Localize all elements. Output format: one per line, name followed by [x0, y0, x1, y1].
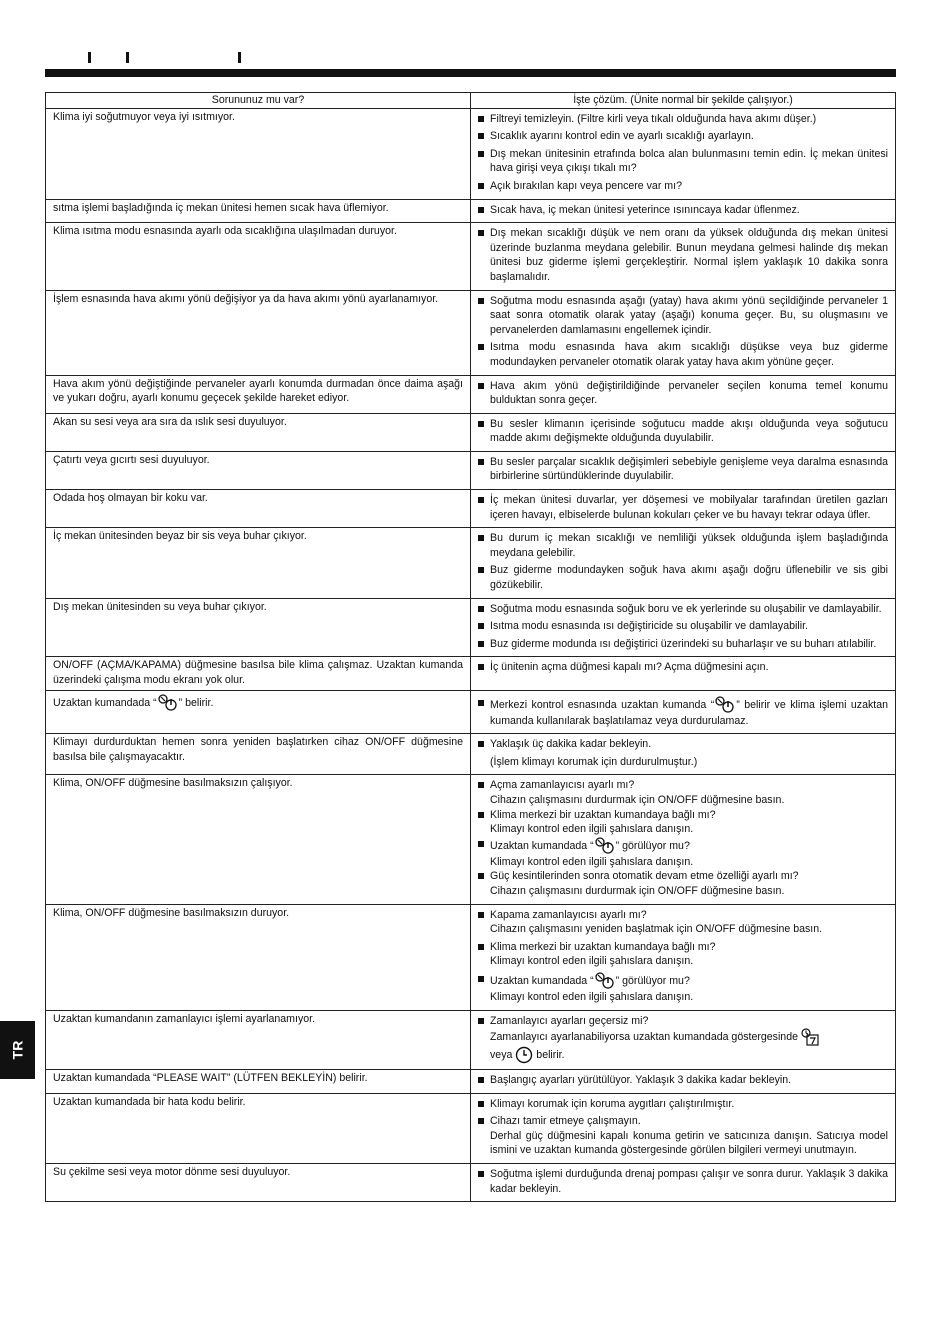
solution-item [476, 972, 888, 1005]
solution-question-post: ” görülüyor mu? [615, 974, 690, 987]
table-header-row [46, 93, 896, 109]
table-row [46, 1164, 896, 1202]
solution-detail: Derhal güç düğmesini kapalı konuma getirin ve satıcınıza danışın. Satıcıya model ismini ve uzaktan kumanda göstergesinde görülen bilgileri vermeyi unutmayın. [490, 1129, 888, 1157]
table-row [46, 1070, 896, 1094]
solution-question: Zamanlayıcı ayarları geçersiz mi? [490, 1014, 649, 1027]
solution-item: Soğutma işlemi durduğunda drenaj pompası çalışır ve sonra durur. Yaklaşık 3 dakika kadar bekleyin. [476, 1167, 888, 1196]
solution-question: Güç kesintilerinden sonra otomatik devam etme özelliği ayarlı mı? [490, 870, 799, 883]
solution-question: Kapama zamanlayıcısı ayarlı mı? [490, 908, 647, 921]
solution-item [476, 778, 888, 807]
solution-text-pre: Merkezi kontrol esnasında uzaktan kumanda “ [490, 698, 715, 711]
table-row [46, 490, 896, 528]
troubleshooting-table [45, 92, 896, 1202]
solution-detail: Klimayı kontrol eden ilgili şahıslara danışın. [490, 855, 694, 868]
solution-detail-mid: veya [490, 1048, 513, 1061]
solution-question: Cihazı tamir etmeye çalışmayın. [490, 1115, 641, 1128]
solution-item: Yaklaşık üç dakika kadar bekleyin. [476, 737, 888, 752]
solution-item [476, 1014, 888, 1065]
table-row [46, 223, 896, 290]
solution-cell [471, 690, 896, 734]
solution-cell [471, 1070, 896, 1094]
solution-question: Açma zamanlayıcısı ayarlı mı? [490, 779, 635, 792]
solution-item: Isıtma modu esnasında ısı değiştiricide su oluşabilir ve damlayabilir. [476, 619, 888, 634]
header-rule [45, 69, 896, 77]
problem-cell: Uzaktan kumandada bir hata kodu belirir. [46, 1093, 471, 1163]
solution-cell [471, 451, 896, 489]
central-control-icon [157, 694, 179, 712]
table-row [46, 690, 896, 734]
solution-item: Sıcaklık ayarını kontrol edin ve ayarlı sıcaklığı ayarlayın. [476, 129, 888, 144]
solution-cell [471, 734, 896, 775]
problem-cell: Klimayı durdurduktan hemen sonra yeniden başlatırken cihaz ON/OFF düğmesine basılsa bile çalışmayacaktır. [46, 734, 471, 775]
solution-item: Buz giderme modunda ısı değiştirici üzerindeki su buharlaşır ve su buharı atılabilir. [476, 637, 888, 652]
solution-cell [471, 290, 896, 375]
problem-cell: Uzaktan kumandada “PLEASE WAIT” (LÜTFEN BEKLEYİN) belirir. [46, 1070, 471, 1094]
problem-cell: Klima iyi soğutmuyor veya iyi ısıtmıyor. [46, 108, 471, 199]
solution-detail: Cihazın çalışmasını durdurmak için ON/OFF düğmesine basın. [490, 793, 785, 806]
table-row [46, 1093, 896, 1163]
solution-item [476, 940, 888, 969]
solution-cell [471, 413, 896, 451]
solution-item: Sıcak hava, iç mekan ünitesi yeterince ısınıncaya kadar üflenmez. [476, 203, 888, 218]
solution-cell [471, 1164, 896, 1202]
problem-cell [46, 690, 471, 734]
central-control-icon [594, 837, 616, 855]
problem-cell: Hava akım yönü değiştiğinde pervaneler ayarlı konumda durmadan önce daima aşağı ve yukarı doğru, ayarlı konumu geçecek şekilde hareket ediyor. [46, 375, 471, 413]
solution-item: İç ünitenin açma düğmesi kapalı mı? Açma düğmesini açın. [476, 660, 888, 675]
solution-text-post: ” belirir ve klima işlemi uzaktan kumanda kullanılarak başlatılamaz veya durdurulamaz. [490, 698, 888, 727]
solution-item: Bu sesler parçalar sıcaklık değişimleri sebebiyle genişleme veya daralma esnasında birbirlerine sürtündüklerinde duyulabilir. [476, 455, 888, 484]
solution-cell [471, 775, 896, 904]
header-marks [88, 52, 248, 64]
solution-cell [471, 1010, 896, 1070]
problem-cell: Klima ısıtma modu esnasında ayarlı oda sıcaklığına ulaşılmadan duruyor. [46, 223, 471, 290]
table-row [46, 290, 896, 375]
table-row [46, 734, 896, 775]
problem-cell: Odada hoş olmayan bir koku var. [46, 490, 471, 528]
weekly-timer-icon [801, 1028, 819, 1046]
column-header-solution: İşte çözüm. (Ünite normal bir şekilde çalışıyor.) [471, 93, 896, 109]
solution-item [476, 808, 888, 837]
problem-cell: Klima, ON/OFF düğmesine basılmaksızın duruyor. [46, 904, 471, 1010]
solution-cell [471, 657, 896, 690]
solution-cell [471, 199, 896, 223]
problem-cell: İşlem esnasında hava akımı yönü değişiyor ya da hava akımı yönü ayarlanamıyor. [46, 290, 471, 375]
solution-item [476, 1114, 888, 1158]
solution-note: (İşlem klimayı korumak için durdurulmuştur.) [490, 755, 698, 768]
solution-cell [471, 223, 896, 290]
solution-detail: Klimayı kontrol eden ilgili şahıslara danışın. [490, 990, 694, 1003]
clock-timer-icon [515, 1046, 533, 1064]
problem-cell: Akan su sesi veya ara sıra da ıslık sesi duyuluyor. [46, 413, 471, 451]
solution-question-pre: Uzaktan kumandada “ [490, 839, 594, 852]
solution-cell [471, 108, 896, 199]
problem-cell: İç mekan ünitesinden beyaz bir sis veya buhar çıkıyor. [46, 528, 471, 598]
column-header-problem: Sorununuz mu var? [46, 93, 471, 109]
solution-question-pre: Uzaktan kumandada “ [490, 974, 594, 987]
solution-question-post: ” görülüyor mu? [615, 839, 690, 852]
solution-detail: Cihazın çalışmasını durdurmak için ON/OFF düğmesine basın. [490, 884, 785, 897]
language-tab [0, 1021, 35, 1079]
solution-cell [471, 1093, 896, 1163]
solution-question: Klima merkezi bir uzaktan kumandaya bağlı mı? [490, 808, 716, 821]
solution-item: Dış mekan ünitesinin etrafında bolca alan bulunmasını temin edin. İç mekan ünitesi hava girişi veya çıkışı tıkalı mı? [476, 147, 888, 176]
solution-item: Soğutma modu esnasında soğuk boru ve ek yerlerinde su oluşabilir ve damlayabilir. [476, 602, 888, 617]
solution-item [476, 837, 888, 870]
solution-item [476, 908, 888, 937]
solution-item: Başlangıç ayarları yürütülüyor. Yaklaşık 3 dakika kadar bekleyin. [476, 1073, 888, 1088]
problem-cell: ON/OFF (AÇMA/KAPAMA) düğmesine basılsa bile klima çalışmaz. Uzaktan kumanda üzerindeki çalışma modu ekranı yok olur. [46, 657, 471, 690]
table-row [46, 199, 896, 223]
solution-detail-pre: Zamanlayıcı ayarlanabiliyorsa uzaktan kumandada göstergesinde [490, 1030, 798, 1043]
table-row [46, 598, 896, 657]
solution-item: Soğutma modu esnasında aşağı (yatay) hava akımı yönü seçildiğinde pervaneler 1 saat sonra otomatik olarak yatay (aşağı) konuma geçer. Bu, su oluşmasını ve pervanelerden damlamasını engellemek içindir. [476, 294, 888, 338]
solution-detail-post: belirir. [536, 1048, 565, 1061]
solution-cell [471, 528, 896, 598]
solution-item: Açık bırakılan kapı veya pencere var mı? [476, 179, 888, 194]
problem-cell: Çatırtı veya gıcırtı sesi duyuluyor. [46, 451, 471, 489]
solution-cell [471, 598, 896, 657]
solution-cell [471, 904, 896, 1010]
problem-cell: sıtma işlemi başladığında iç mekan ünitesi hemen sıcak hava üflemiyor. [46, 199, 471, 223]
table-row [46, 904, 896, 1010]
problem-cell: Su çekilme sesi veya motor dönme sesi duyuluyor. [46, 1164, 471, 1202]
solution-item: İç mekan ünitesi duvarlar, yer döşemesi ve mobilyalar tarafından üretilen gazları içeren havayı, elbiselerde bulunan kokuları çeker ve bu havayı tekrar odaya üfler. [476, 493, 888, 522]
table-row [46, 413, 896, 451]
solution-item: Klimayı korumak için koruma aygıtları çalıştırılmıştır. [476, 1097, 888, 1112]
solution-item [476, 696, 888, 729]
table-row [46, 1010, 896, 1070]
solution-item: Bu durum iç mekan sıcaklığı ve nemliliği yüksek olduğunda işlem başladığında meydana gelebilir. [476, 531, 888, 560]
table-row [46, 108, 896, 199]
solution-cell [471, 375, 896, 413]
solution-detail: Cihazın çalışmasını yeniden başlatmak için ON/OFF düğmesine basın. [490, 923, 823, 936]
table-row [46, 657, 896, 690]
language-tab-label: TR [9, 1040, 26, 1060]
solution-item: Dış mekan sıcaklığı düşük ve nem oranı da yüksek olduğunda dış mekan ünitesi üzerinde buzlanma meydana gelebilir. Bunun meydana gelmesi halinde dış mekan ünitesi buz giderme işlemi gerçekleştirir. Normal işlem yaklaşık 10 dakika sonra başlamalıdır. [476, 226, 888, 284]
solution-item: Filtreyi temizleyin. (Filtre kirli veya tıkalı olduğunda hava akımı düşer.) [476, 112, 888, 127]
problem-cell: Dış mekan ünitesinden su veya buhar çıkıyor. [46, 598, 471, 657]
solution-detail: Klimayı kontrol eden ilgili şahıslara danışın. [490, 823, 694, 836]
solution-cell [471, 490, 896, 528]
table-row [46, 528, 896, 598]
solution-item: Isıtma modu esnasında hava akım sıcaklığı düşükse veya buz giderme modundayken pervaneler otomatik olarak yatay hava akım yönüne geçer. [476, 340, 888, 369]
problem-cell: Uzaktan kumandanın zamanlayıcı işlemi ayarlanamıyor. [46, 1010, 471, 1070]
solution-item: Hava akım yönü değiştirildiğinde pervaneler seçilen konuma temel konumu bulduktan sonra geçer. [476, 379, 888, 408]
central-control-icon [714, 696, 736, 714]
table-row [46, 775, 896, 904]
table-row [46, 375, 896, 413]
solution-detail: Klimayı kontrol eden ilgili şahıslara danışın. [490, 955, 694, 968]
problem-cell: Klima, ON/OFF düğmesine basılmaksızın çalışıyor. [46, 775, 471, 904]
solution-item: Bu sesler klimanın içerisinde soğutucu madde akışı olduğunda veya soğutucu madde akımı değişmekte olduğunda duyulabilir. [476, 417, 888, 446]
solution-item [476, 869, 888, 898]
central-control-icon [594, 972, 616, 990]
solution-item: Buz giderme modundayken soğuk hava akımı aşağı doğru üflenebilir ve sis gibi gözükebilir. [476, 563, 888, 592]
problem-text-pre: Uzaktan kumandada “ [53, 696, 157, 709]
table-row [46, 451, 896, 489]
problem-text-post: ” belirir. [178, 696, 214, 709]
solution-question: Klima merkezi bir uzaktan kumandaya bağlı mı? [490, 940, 716, 953]
